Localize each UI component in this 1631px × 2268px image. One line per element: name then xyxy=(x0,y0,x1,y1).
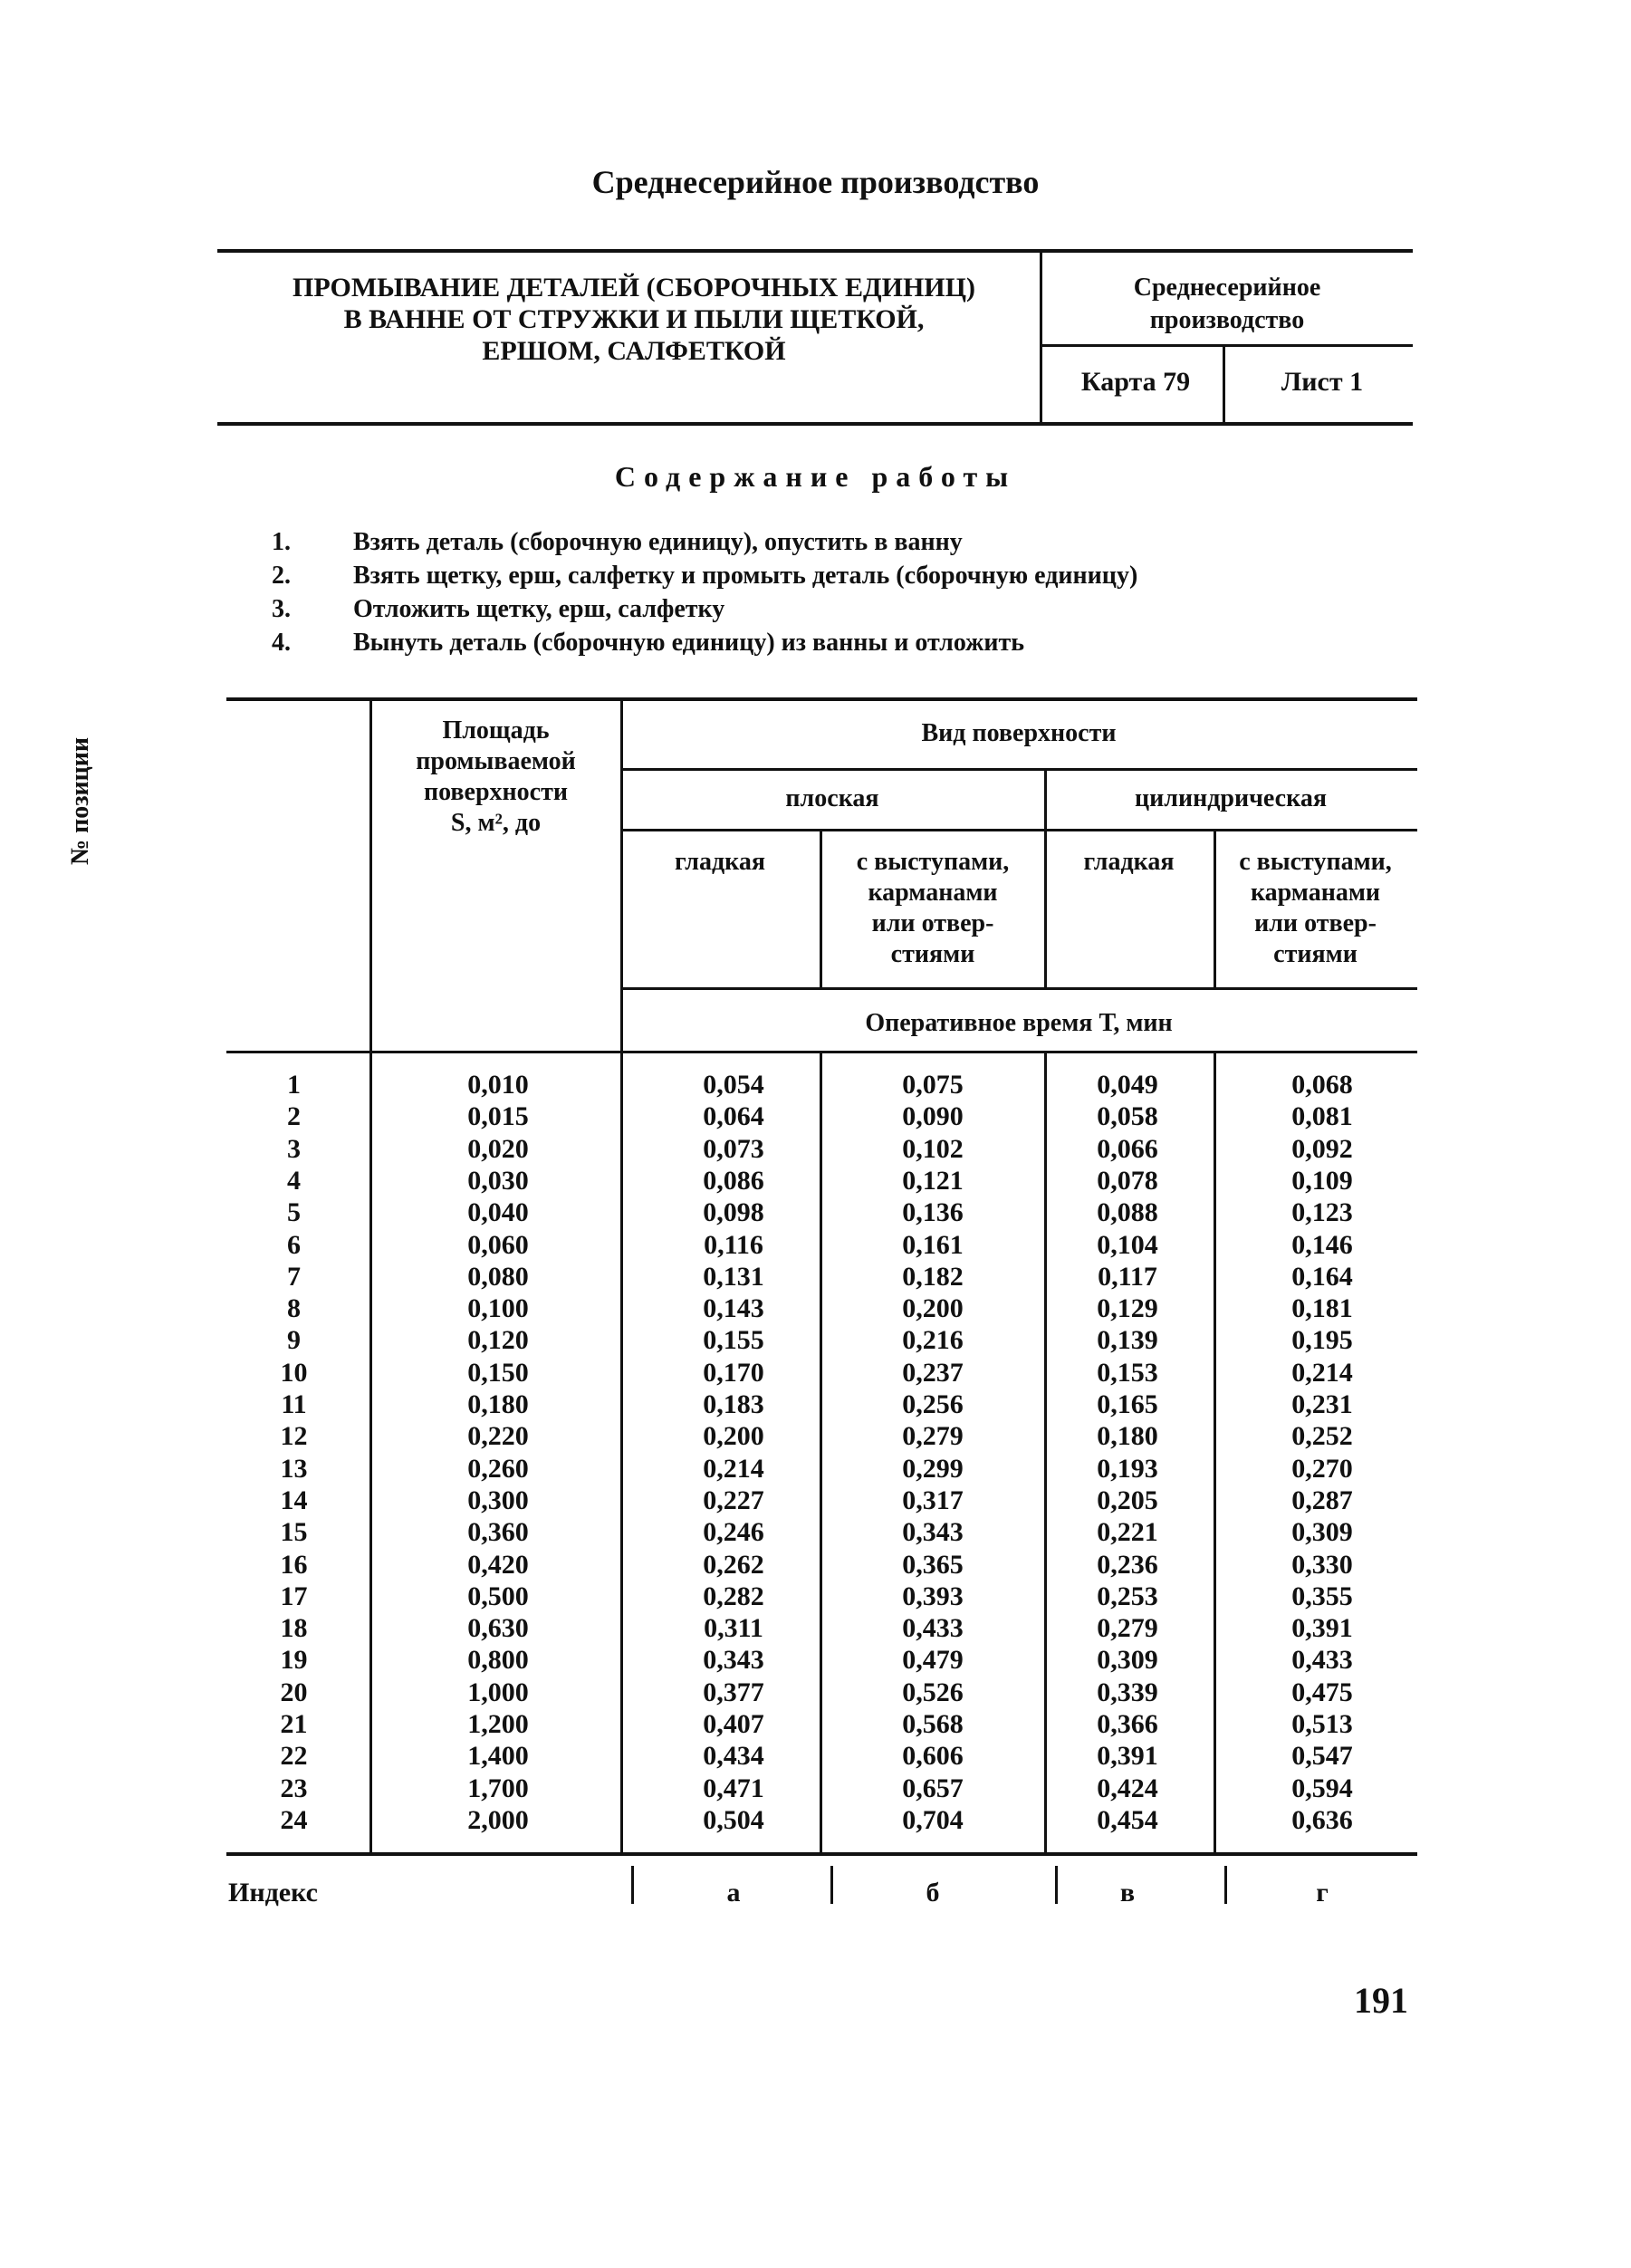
time-cell-c: 0,253 xyxy=(1097,1581,1158,1611)
time-cell-a: 0,214 xyxy=(703,1454,764,1484)
cylindrical-projections-header xyxy=(1214,847,1417,970)
card-production-line: Среднесерийное xyxy=(1133,274,1321,302)
time-cell-b: 0,216 xyxy=(902,1325,964,1355)
time-cell-c: 0,279 xyxy=(1097,1613,1158,1643)
area-header-line: S, м², до xyxy=(450,809,542,837)
time-cell-c: 0,088 xyxy=(1097,1197,1158,1227)
time-cell-c: 0,139 xyxy=(1097,1325,1158,1355)
area-header-line: Площадь xyxy=(442,716,550,745)
time-cell-d: 0,309 xyxy=(1291,1517,1353,1547)
table-row xyxy=(0,1196,1631,1228)
time-cell-a: 0,200 xyxy=(703,1421,764,1451)
time-cell-b: 0,299 xyxy=(902,1454,964,1484)
time-cell-c: 0,236 xyxy=(1097,1550,1158,1580)
time-cell-a: 0,098 xyxy=(703,1197,764,1227)
table-row xyxy=(0,1804,1631,1836)
time-cell-c: 0,066 xyxy=(1097,1134,1158,1164)
area-cell: 0,010 xyxy=(467,1070,529,1100)
time-cell-c: 0,454 xyxy=(1097,1805,1158,1835)
time-cell-b: 0,657 xyxy=(902,1773,964,1803)
time-cell-a: 0,246 xyxy=(703,1517,764,1547)
cylindrical-surface-header: цилиндрическая xyxy=(1135,784,1327,812)
work-step xyxy=(272,559,1137,592)
area-cell: 1,200 xyxy=(467,1709,529,1739)
time-cell-d: 0,252 xyxy=(1291,1421,1353,1451)
time-cell-c: 0,104 xyxy=(1097,1230,1158,1260)
projections-header-line: карманами xyxy=(1250,879,1381,907)
index-letter-c: в xyxy=(1119,1878,1136,1908)
area-cell: 0,500 xyxy=(467,1581,529,1611)
step-text: Отложить щетку, ерш, салфетку xyxy=(353,595,725,623)
position-cell: 19 xyxy=(280,1645,308,1675)
time-cell-b: 0,393 xyxy=(902,1581,964,1611)
time-cell-c: 0,193 xyxy=(1097,1454,1158,1484)
card-title-line: ПРОМЫВАНИЕ ДЕТАЛЕЙ (СБОРОЧНЫХ ЕДИНИЦ) xyxy=(293,273,975,303)
table-row xyxy=(0,1549,1631,1581)
time-cell-a: 0,086 xyxy=(703,1166,764,1196)
time-cell-d: 0,433 xyxy=(1291,1645,1353,1675)
time-cell-b: 0,704 xyxy=(902,1805,964,1835)
area-cell: 0,360 xyxy=(467,1517,529,1547)
step-number: 3. xyxy=(272,595,291,623)
time-cell-c: 0,117 xyxy=(1098,1262,1157,1292)
table-row xyxy=(0,1229,1631,1261)
area-cell: 0,260 xyxy=(467,1454,529,1484)
projections-header-line: или отвер- xyxy=(871,909,994,937)
time-cell-c: 0,366 xyxy=(1097,1709,1158,1739)
time-cell-a: 0,155 xyxy=(703,1325,764,1355)
time-cell-d: 0,092 xyxy=(1291,1134,1353,1164)
position-cell: 22 xyxy=(280,1741,308,1771)
area-cell: 0,300 xyxy=(467,1485,529,1515)
time-cell-a: 0,227 xyxy=(703,1485,764,1515)
time-cell-a: 0,504 xyxy=(703,1805,764,1835)
position-cell: 8 xyxy=(287,1293,301,1323)
step-text: Взять щетку, ерш, салфетку и промыть деталь (сборочную единицу) xyxy=(353,562,1138,590)
area-cell: 0,180 xyxy=(467,1389,529,1419)
time-cell-c: 0,221 xyxy=(1097,1517,1158,1547)
position-cell: 15 xyxy=(280,1517,308,1547)
position-cell: 4 xyxy=(287,1166,301,1196)
card-production-line: производство xyxy=(1149,306,1305,334)
position-cell: 3 xyxy=(287,1134,301,1164)
time-cell-c: 0,165 xyxy=(1097,1389,1158,1419)
time-cell-d: 0,081 xyxy=(1291,1101,1353,1131)
position-cell: 10 xyxy=(280,1358,308,1388)
position-cell: 2 xyxy=(287,1101,301,1131)
index-tick xyxy=(1224,1866,1227,1904)
area-cell: 0,420 xyxy=(467,1550,529,1580)
time-cell-a: 0,116 xyxy=(704,1230,763,1260)
position-cell: 6 xyxy=(287,1230,301,1260)
area-cell: 0,040 xyxy=(467,1197,529,1227)
time-cell-a: 0,073 xyxy=(703,1134,764,1164)
time-cell-c: 0,153 xyxy=(1097,1358,1158,1388)
card-production-type xyxy=(1041,272,1413,337)
area-header xyxy=(371,716,620,839)
projections-header-line: с выступами, xyxy=(856,848,1010,876)
table-row xyxy=(0,1644,1631,1676)
time-cell-b: 0,279 xyxy=(902,1421,964,1451)
position-cell: 7 xyxy=(287,1262,301,1292)
table-row xyxy=(0,1293,1631,1324)
table-row xyxy=(0,1420,1631,1452)
index-row xyxy=(0,1875,1631,1911)
index-tick xyxy=(631,1866,634,1904)
time-cell-c: 0,339 xyxy=(1097,1677,1158,1707)
table-row xyxy=(0,1324,1631,1356)
card-map-number: Карта 79 xyxy=(1080,367,1191,397)
position-cell: 18 xyxy=(280,1613,308,1643)
table-row xyxy=(0,1677,1631,1708)
running-title: Среднесерийное производство xyxy=(591,164,1040,200)
cylindrical-smooth-header: гладкая xyxy=(1083,848,1175,876)
area-cell: 0,100 xyxy=(467,1293,529,1323)
time-cell-a: 0,131 xyxy=(703,1262,764,1292)
table-row xyxy=(0,1357,1631,1389)
card-title-line: В ВАННЕ ОТ СТРУЖКИ И ПЫЛИ ЩЕТКОЙ, xyxy=(343,304,925,334)
card-title xyxy=(235,272,1032,367)
work-step xyxy=(272,525,1137,559)
time-cell-a: 0,343 xyxy=(703,1645,764,1675)
table-row xyxy=(0,1453,1631,1485)
time-cell-a: 0,434 xyxy=(703,1741,764,1771)
time-cell-c: 0,049 xyxy=(1097,1070,1158,1100)
index-label: Индекс xyxy=(228,1878,318,1908)
position-cell: 20 xyxy=(280,1677,308,1707)
time-cell-b: 0,606 xyxy=(902,1741,964,1771)
card-top-rule xyxy=(217,249,1413,253)
table-header-rule xyxy=(620,829,1417,831)
area-cell: 1,000 xyxy=(467,1677,529,1707)
table-top-rule xyxy=(226,697,1417,701)
time-cell-c: 0,391 xyxy=(1097,1741,1158,1771)
projections-header-line: стиями xyxy=(890,940,975,968)
area-cell: 0,030 xyxy=(467,1166,529,1196)
time-cell-b: 0,256 xyxy=(902,1389,964,1419)
position-cell: 13 xyxy=(280,1454,308,1484)
surface-type-header: Вид поверхности xyxy=(921,719,1117,747)
time-cell-a: 0,282 xyxy=(703,1581,764,1611)
card-bottom-rule xyxy=(217,422,1413,426)
work-steps-list xyxy=(272,525,1137,659)
area-header-line: поверхности xyxy=(423,778,568,806)
time-cell-c: 0,205 xyxy=(1097,1485,1158,1515)
time-cell-d: 0,270 xyxy=(1291,1454,1353,1484)
index-letter-b: б xyxy=(926,1878,940,1908)
area-cell: 0,120 xyxy=(467,1325,529,1355)
time-cell-b: 0,161 xyxy=(902,1230,964,1260)
time-cell-b: 0,433 xyxy=(902,1613,964,1643)
time-cell-d: 0,594 xyxy=(1291,1773,1353,1803)
time-cell-b: 0,479 xyxy=(902,1645,964,1675)
step-number: 4. xyxy=(272,629,291,657)
time-cell-b: 0,182 xyxy=(902,1262,964,1292)
projections-header-line: стиями xyxy=(1273,940,1358,968)
time-cell-d: 0,146 xyxy=(1291,1230,1353,1260)
area-cell: 0,020 xyxy=(467,1134,529,1164)
position-cell: 5 xyxy=(287,1197,301,1227)
time-cell-d: 0,109 xyxy=(1291,1166,1353,1196)
projections-header-line: с выступами, xyxy=(1239,848,1392,876)
area-cell: 1,400 xyxy=(467,1741,529,1771)
time-cell-b: 0,568 xyxy=(902,1709,964,1739)
table-row xyxy=(0,1165,1631,1196)
area-cell: 0,015 xyxy=(467,1101,529,1131)
time-cell-a: 0,471 xyxy=(703,1773,764,1803)
table-row xyxy=(0,1133,1631,1165)
position-cell: 23 xyxy=(280,1773,308,1803)
time-cell-b: 0,237 xyxy=(902,1358,964,1388)
time-cell-d: 0,287 xyxy=(1291,1485,1353,1515)
flat-projections-header xyxy=(820,847,1046,970)
table-row xyxy=(0,1069,1631,1100)
position-cell: 24 xyxy=(280,1805,308,1835)
time-cell-b: 0,090 xyxy=(902,1101,964,1131)
time-cell-b: 0,075 xyxy=(902,1070,964,1100)
position-cell: 14 xyxy=(280,1485,308,1515)
card-title-line: ЕРШОМ, САЛФЕТКОЙ xyxy=(482,336,786,366)
projections-header-line: карманами xyxy=(868,879,998,907)
table-row xyxy=(0,1100,1631,1132)
time-cell-a: 0,064 xyxy=(703,1101,764,1131)
table-bottom-rule xyxy=(226,1852,1417,1856)
time-cell-a: 0,170 xyxy=(703,1358,764,1388)
page-number: 191 xyxy=(1354,1980,1408,2021)
area-cell: 1,700 xyxy=(467,1773,529,1803)
time-cell-d: 0,214 xyxy=(1291,1358,1353,1388)
area-cell: 0,150 xyxy=(467,1358,529,1388)
step-number: 2. xyxy=(272,562,291,590)
time-cell-a: 0,377 xyxy=(703,1677,764,1707)
time-cell-b: 0,200 xyxy=(902,1293,964,1323)
time-cell-b: 0,526 xyxy=(902,1677,964,1707)
time-cell-c: 0,424 xyxy=(1097,1773,1158,1803)
time-cell-b: 0,343 xyxy=(902,1517,964,1547)
step-text: Вынуть деталь (сборочную единицу) из ванны и отложить xyxy=(353,629,1025,657)
table-row xyxy=(0,1516,1631,1548)
area-cell: 0,220 xyxy=(467,1421,529,1451)
step-text: Взять деталь (сборочную единицу), опустить в ванну xyxy=(353,528,963,556)
time-cell-d: 0,636 xyxy=(1291,1805,1353,1835)
table-row xyxy=(0,1740,1631,1772)
time-cell-d: 0,391 xyxy=(1291,1613,1353,1643)
index-tick xyxy=(830,1866,833,1904)
time-cell-b: 0,365 xyxy=(902,1550,964,1580)
table-row xyxy=(0,1581,1631,1612)
area-cell: 0,800 xyxy=(467,1645,529,1675)
time-cell-a: 0,407 xyxy=(703,1709,764,1739)
table-header-rule xyxy=(620,768,1417,771)
time-cell-c: 0,129 xyxy=(1097,1293,1158,1323)
table-row xyxy=(0,1708,1631,1740)
time-cell-c: 0,058 xyxy=(1097,1101,1158,1131)
card-inner-rule xyxy=(1040,344,1413,347)
card-sheet-number: Лист 1 xyxy=(1281,367,1364,397)
time-cell-d: 0,123 xyxy=(1291,1197,1353,1227)
projections-header-line: или отвер- xyxy=(1254,909,1377,937)
position-cell: 9 xyxy=(287,1325,301,1355)
table-header-rule xyxy=(620,987,1417,990)
index-letter-d: г xyxy=(1316,1878,1329,1908)
area-cell: 0,630 xyxy=(467,1613,529,1643)
time-cell-a: 0,054 xyxy=(703,1070,764,1100)
time-cell-c: 0,180 xyxy=(1097,1421,1158,1451)
time-cell-d: 0,330 xyxy=(1291,1550,1353,1580)
time-cell-a: 0,262 xyxy=(703,1550,764,1580)
work-step xyxy=(272,592,1137,626)
time-cell-d: 0,355 xyxy=(1291,1581,1353,1611)
table-row xyxy=(0,1485,1631,1516)
time-cell-d: 0,181 xyxy=(1291,1293,1353,1323)
position-cell: 16 xyxy=(280,1550,308,1580)
time-cell-a: 0,183 xyxy=(703,1389,764,1419)
time-cell-d: 0,547 xyxy=(1291,1741,1353,1771)
position-number-header: № позиции xyxy=(66,736,94,865)
time-cell-d: 0,231 xyxy=(1291,1389,1353,1419)
flat-smooth-header: гладкая xyxy=(674,848,766,876)
operative-time-header: Оперативное время Т, мин xyxy=(865,1009,1173,1037)
position-cell: 1 xyxy=(287,1070,301,1100)
index-tick xyxy=(1055,1866,1058,1904)
time-cell-d: 0,513 xyxy=(1291,1709,1353,1739)
area-cell: 0,060 xyxy=(467,1230,529,1260)
area-header-line: промываемой xyxy=(416,747,576,775)
index-letter-a: а xyxy=(726,1878,741,1908)
position-cell: 12 xyxy=(280,1421,308,1451)
step-number: 1. xyxy=(272,528,291,556)
time-cell-c: 0,309 xyxy=(1097,1645,1158,1675)
time-cell-d: 0,164 xyxy=(1291,1262,1353,1292)
work-content-heading: Содержание работы xyxy=(614,460,1017,493)
time-cell-b: 0,102 xyxy=(902,1134,964,1164)
time-cell-c: 0,078 xyxy=(1097,1166,1158,1196)
position-cell: 17 xyxy=(280,1581,308,1611)
flat-surface-header: плоская xyxy=(785,784,879,812)
time-cell-b: 0,317 xyxy=(902,1485,964,1515)
time-cell-a: 0,143 xyxy=(703,1293,764,1323)
area-cell: 2,000 xyxy=(467,1805,529,1835)
time-cell-b: 0,136 xyxy=(902,1197,964,1227)
position-cell: 21 xyxy=(280,1709,308,1739)
area-cell: 0,080 xyxy=(467,1262,529,1292)
time-cell-b: 0,121 xyxy=(902,1166,964,1196)
time-cell-d: 0,475 xyxy=(1291,1677,1353,1707)
time-cell-d: 0,195 xyxy=(1291,1325,1353,1355)
time-cell-d: 0,068 xyxy=(1291,1070,1353,1100)
position-cell: 11 xyxy=(281,1389,307,1419)
time-cell-a: 0,311 xyxy=(704,1613,763,1643)
work-step xyxy=(272,626,1137,659)
table-row xyxy=(0,1389,1631,1420)
table-row xyxy=(0,1612,1631,1644)
table-row xyxy=(0,1261,1631,1293)
table-row xyxy=(0,1773,1631,1804)
